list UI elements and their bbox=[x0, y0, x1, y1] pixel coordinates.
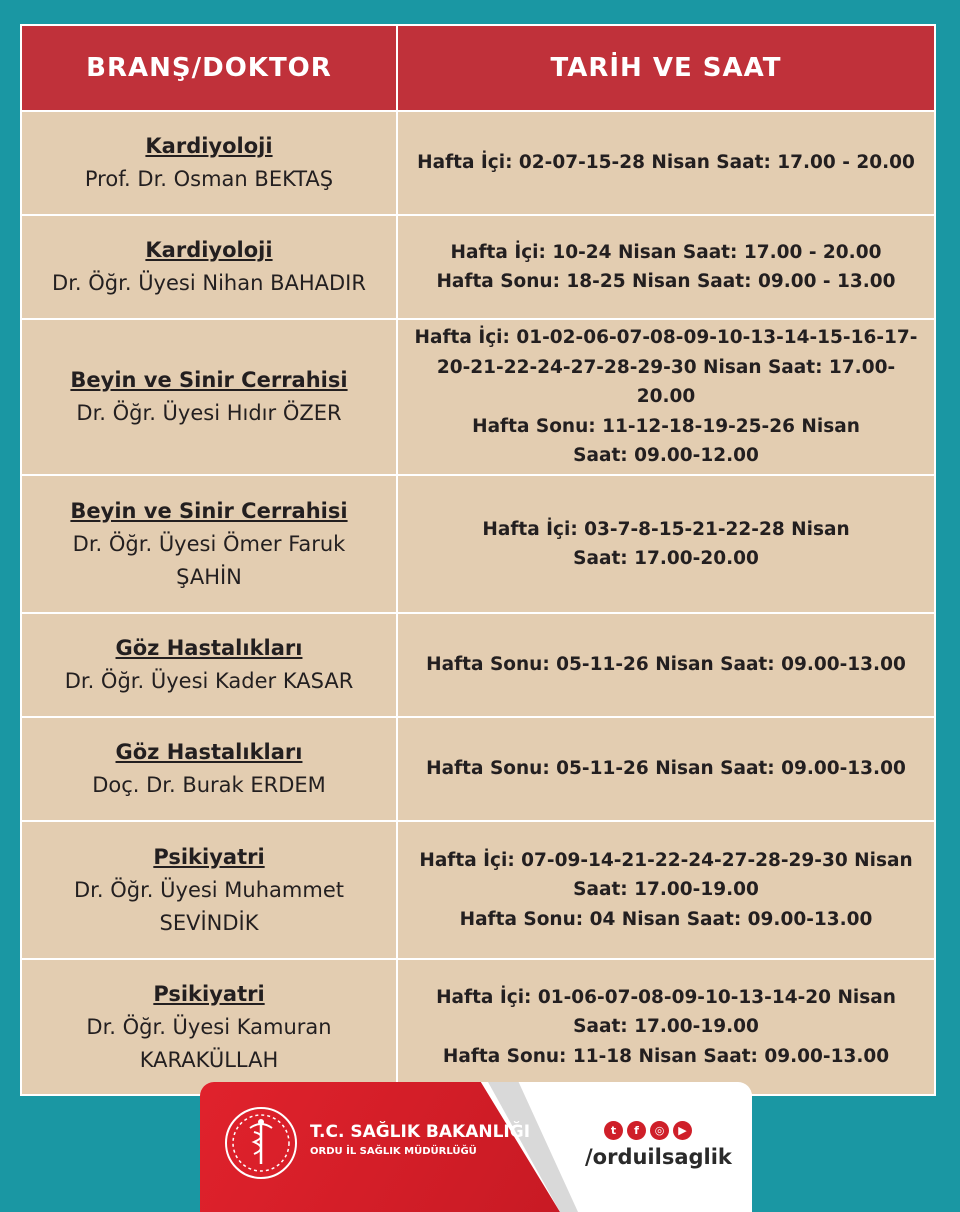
branch-name: Psikiyatri bbox=[153, 981, 265, 1006]
doctor-name: Dr. Öğr. Üyesi Kamuran KARAKÜLLAH bbox=[86, 1014, 332, 1072]
branch-name: Göz Hastalıkları bbox=[115, 740, 303, 764]
table-row bbox=[21, 717, 935, 821]
ministry-subtitle: ORDU İL SAĞLIK MÜDÜRLÜĞÜ bbox=[310, 1146, 477, 1157]
schedule-times: Hafta İçi: 01-02-06-07-08-09-10-13-14-15-16-17- 20-21-22-24-27-28-29-30 Nisan Saat: 17.00-20.00 Hafta Sonu: 11-12-18-19-25-26 Nisan Saat: 09.00-12.00 bbox=[414, 327, 918, 467]
schedule-cell bbox=[397, 959, 935, 1095]
doctor-cell bbox=[21, 613, 397, 717]
branch-name: Psikiyatri bbox=[153, 844, 265, 869]
schedule-times: Hafta İçi: 07-09-14-21-22-24-27-28-29-30 Nisan Saat: 17.00-19.00 Hafta Sonu: 04 Nisan Saat: 09.00-13.00 bbox=[419, 849, 913, 930]
table-row bbox=[21, 959, 935, 1095]
twitter-icon[interactable]: t bbox=[604, 1121, 623, 1140]
branch-name: Beyin ve Sinir Cerrahisi bbox=[70, 498, 348, 523]
table-row bbox=[21, 475, 935, 613]
schedule-times: Hafta İçi: 03-7-8-15-21-22-28 Nisan Saat: 17.00-20.00 bbox=[482, 518, 850, 569]
schedule-times: Hafta İçi: 01-06-07-08-09-10-13-14-20 Nisan Saat: 17.00-19.00 Hafta Sonu: 11-18 Nisan Saat: 09.00-13.00 bbox=[436, 986, 896, 1067]
doctor-cell bbox=[21, 475, 397, 613]
doctor-cell bbox=[21, 717, 397, 821]
header-date-time: TARİH VE SAAT bbox=[397, 25, 935, 111]
ministry-text bbox=[310, 1122, 530, 1159]
schedule-cell bbox=[397, 821, 935, 959]
table-row bbox=[21, 821, 935, 959]
doctor-cell bbox=[21, 959, 397, 1095]
header-branch-doctor: BRANŞ/DOKTOR bbox=[21, 25, 397, 111]
doctor-name: Dr. Öğr. Üyesi Kader KASAR bbox=[64, 669, 354, 693]
social-handle[interactable]: /orduilsaglik bbox=[585, 1145, 732, 1169]
social-icons bbox=[604, 1121, 692, 1140]
doctor-name: Dr. Öğr. Üyesi Nihan BAHADIR bbox=[52, 271, 366, 295]
schedule-cell bbox=[397, 717, 935, 821]
schedule-cell bbox=[397, 319, 935, 475]
branch-name: Kardiyoloji bbox=[145, 238, 273, 262]
table-row bbox=[21, 215, 935, 319]
branch-name: Kardiyoloji bbox=[145, 134, 273, 158]
header-row bbox=[21, 25, 935, 111]
schedule-times: Hafta İçi: 10-24 Nisan Saat: 17.00 - 20.00 Hafta Sonu: 18-25 Nisan Saat: 09.00 - 13.00 bbox=[436, 241, 896, 292]
ministry-title: T.C. SAĞLIK BAKANLIĞI bbox=[310, 1122, 531, 1142]
doctor-cell bbox=[21, 111, 397, 215]
schedule-times: Hafta İçi: 02-07-15-28 Nisan Saat: 17.00 - 20.00 bbox=[417, 152, 915, 174]
doctor-name: Dr. Öğr. Üyesi Muhammet SEVİNDİK bbox=[74, 877, 344, 935]
schedule-cell bbox=[397, 111, 935, 215]
doctor-name: Dr. Öğr. Üyesi Hıdır ÖZER bbox=[76, 401, 342, 425]
schedule-table bbox=[20, 24, 936, 1096]
doctor-name: Prof. Dr. Osman BEKTAŞ bbox=[84, 167, 334, 191]
table-row bbox=[21, 111, 935, 215]
facebook-icon[interactable]: f bbox=[627, 1121, 646, 1140]
branch-name: Göz Hastalıkları bbox=[115, 636, 303, 660]
schedule-cell bbox=[397, 215, 935, 319]
table-row bbox=[21, 319, 935, 475]
doctor-cell bbox=[21, 319, 397, 475]
table-row bbox=[21, 613, 935, 717]
schedule-times: Hafta Sonu: 05-11-26 Nisan Saat: 09.00-13.00 bbox=[426, 758, 906, 780]
doctor-name: Doç. Dr. Burak ERDEM bbox=[92, 773, 326, 797]
schedule-cell bbox=[397, 475, 935, 613]
schedule-cell bbox=[397, 613, 935, 717]
doctor-cell bbox=[21, 821, 397, 959]
schedule-times: Hafta Sonu: 05-11-26 Nisan Saat: 09.00-13.00 bbox=[426, 654, 906, 676]
ministry-logo-icon bbox=[224, 1106, 298, 1180]
youtube-icon[interactable]: ▶ bbox=[673, 1121, 692, 1140]
doctor-name: Dr. Öğr. Üyesi Ömer Faruk ŞAHİN bbox=[72, 531, 346, 589]
doctor-cell bbox=[21, 215, 397, 319]
branch-name: Beyin ve Sinir Cerrahisi bbox=[70, 368, 348, 392]
instagram-icon[interactable]: ◎ bbox=[650, 1121, 669, 1140]
